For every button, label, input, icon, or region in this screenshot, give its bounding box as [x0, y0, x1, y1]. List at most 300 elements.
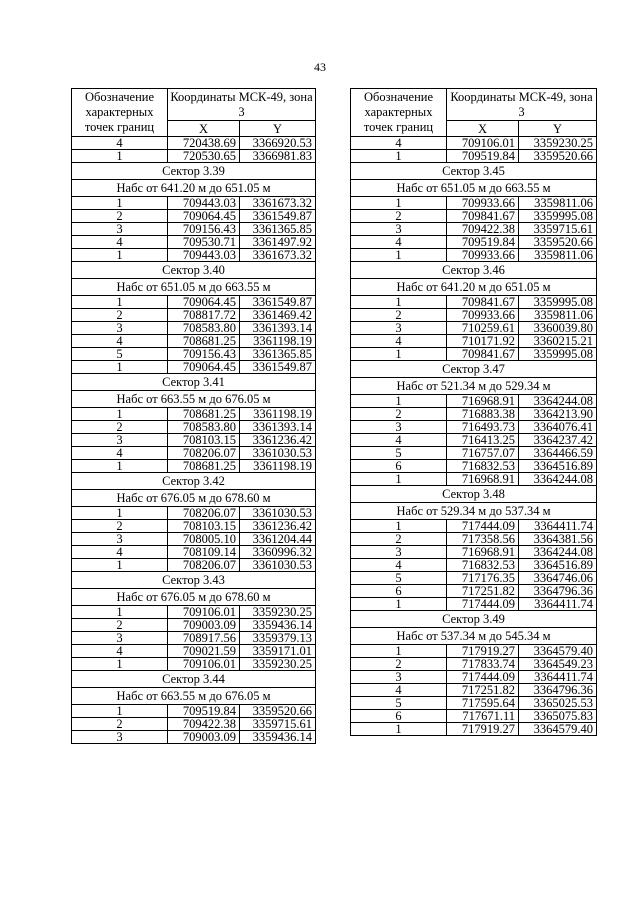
- table-row: [351, 723, 597, 736]
- y-coordinate-cell: 3359715.61: [240, 718, 316, 731]
- table-row: [72, 718, 316, 731]
- x-coordinate-cell: 709064.45: [168, 361, 240, 374]
- x-coordinate-cell: 709003.09: [168, 619, 240, 632]
- y-coordinate-cell: 3361365.85: [240, 348, 316, 361]
- x-coordinate-cell: 709933.66: [447, 197, 519, 210]
- x-coordinate-cell: 717444.09: [447, 671, 519, 684]
- point-number-cell: 1: [72, 559, 168, 572]
- y-coordinate-cell: 3364746.06: [519, 572, 597, 585]
- x-coordinate-cell: 708681.25: [168, 335, 240, 348]
- sector-range: Набс от 529.34 м до 537.34 м: [351, 503, 597, 520]
- point-number-cell: 1: [72, 249, 168, 262]
- x-coordinate-cell: 709156.43: [168, 223, 240, 236]
- point-number-cell: 1: [72, 408, 168, 421]
- x-coordinate-cell: 709106.01: [168, 606, 240, 619]
- point-number-cell: 2: [72, 718, 168, 731]
- y-coordinate-cell: 3365075.83: [519, 710, 597, 723]
- point-number-cell: 1: [351, 723, 447, 736]
- point-number-cell: 4: [72, 447, 168, 460]
- y-coordinate-cell: 3361030.53: [240, 447, 316, 460]
- table-row: [72, 434, 316, 447]
- table-row: [72, 210, 316, 223]
- table-row: [72, 705, 316, 718]
- x-coordinate-cell: 709021.59: [168, 645, 240, 658]
- table-row: [72, 309, 316, 322]
- x-coordinate-cell: 717595.64: [447, 697, 519, 710]
- sector-title: Сектор 3.40: [72, 262, 316, 279]
- x-coordinate-cell: 716883.38: [447, 408, 519, 421]
- table-row: [351, 249, 597, 262]
- sector-range-row: [351, 628, 597, 645]
- sector-title-row: [351, 163, 597, 180]
- table-row: [351, 520, 597, 533]
- sector-range-row: [72, 180, 316, 197]
- page-number: 43: [314, 60, 326, 74]
- y-coordinate-cell: 3359995.08: [519, 210, 597, 223]
- table-row: [72, 322, 316, 335]
- point-number-cell: 4: [72, 236, 168, 249]
- point-number-cell: 1: [351, 645, 447, 658]
- table-row: [72, 249, 316, 262]
- sector-title-row: [72, 163, 316, 180]
- table-row: [72, 335, 316, 348]
- sector-title-row: [351, 486, 597, 503]
- x-coordinate-cell: 708206.07: [168, 447, 240, 460]
- point-number-cell: 4: [351, 559, 447, 572]
- table-row: [351, 395, 597, 408]
- y-coordinate-cell: 3359520.66: [240, 705, 316, 718]
- table-row: [351, 296, 597, 309]
- x-coordinate-cell: 709841.67: [447, 210, 519, 223]
- y-coordinate-cell: 3361497.92: [240, 236, 316, 249]
- sector-title: Сектор 3.43: [72, 572, 316, 589]
- table-row: [72, 658, 316, 671]
- y-coordinate-cell: 3364244.08: [519, 395, 597, 408]
- x-coordinate-cell: 716493.73: [447, 421, 519, 434]
- point-number-cell: 3: [72, 731, 168, 744]
- point-number-cell: 3: [351, 223, 447, 236]
- table-row: [351, 348, 597, 361]
- x-coordinate-cell: 709064.45: [168, 296, 240, 309]
- sector-range: Набс от 641.20 м до 651.05 м: [72, 180, 316, 197]
- y-coordinate-cell: 3359436.14: [240, 619, 316, 632]
- x-coordinate-cell: 708583.80: [168, 322, 240, 335]
- sector-title-row: [72, 374, 316, 391]
- point-number-cell: 2: [72, 421, 168, 434]
- point-number-cell: 2: [72, 619, 168, 632]
- x-coordinate-cell: 716968.91: [447, 473, 519, 486]
- y-coordinate-cell: 3359811.06: [519, 197, 597, 210]
- y-coordinate-cell: 3360996.32: [240, 546, 316, 559]
- y-coordinate-cell: 3360215.21: [519, 335, 597, 348]
- table-row: [72, 632, 316, 645]
- sector-range-row: [72, 589, 316, 606]
- y-coordinate-cell: 3366981.83: [240, 150, 316, 163]
- table-row: [351, 197, 597, 210]
- x-coordinate-cell: 717176.35: [447, 572, 519, 585]
- x-coordinate-cell: 709519.84: [168, 705, 240, 718]
- y-coordinate-cell: 3364411.74: [519, 671, 597, 684]
- sector-title-row: [72, 671, 316, 688]
- x-coordinate-cell: 709841.67: [447, 296, 519, 309]
- y-coordinate-cell: 3366920.53: [240, 137, 316, 150]
- sector-title-row: [72, 473, 316, 490]
- table-row: [351, 137, 597, 150]
- sector-title: Сектор 3.47: [351, 361, 597, 378]
- x-coordinate-cell: 717919.27: [447, 645, 519, 658]
- table-row: [351, 421, 597, 434]
- table-row: [351, 585, 597, 598]
- y-coordinate-cell: 3361198.19: [240, 460, 316, 473]
- x-coordinate-cell: 708005.10: [168, 533, 240, 546]
- table-row: [351, 322, 597, 335]
- point-number-cell: 1: [351, 197, 447, 210]
- table-row: [351, 473, 597, 486]
- y-coordinate-cell: 3364579.40: [519, 723, 597, 736]
- x-coordinate-cell: 708583.80: [168, 421, 240, 434]
- y-coordinate-cell: 3359811.06: [519, 249, 597, 262]
- point-number-cell: 2: [351, 309, 447, 322]
- table-row: [72, 348, 316, 361]
- x-coordinate-cell: 708917.56: [168, 632, 240, 645]
- y-coordinate-cell: 3364237.42: [519, 434, 597, 447]
- table-row: [72, 460, 316, 473]
- sector-title-row: [351, 611, 597, 628]
- point-number-cell: 4: [351, 236, 447, 249]
- y-coordinate-cell: 3359995.08: [519, 296, 597, 309]
- x-coordinate-cell: 709443.03: [168, 197, 240, 210]
- x-coordinate-cell: 717358.56: [447, 533, 519, 546]
- sector-range: Набс от 537.34 м до 545.34 м: [351, 628, 597, 645]
- sector-title: Сектор 3.45: [351, 163, 597, 180]
- table-row: [351, 671, 597, 684]
- table-row: [351, 408, 597, 421]
- x-coordinate-cell: 709841.67: [447, 348, 519, 361]
- y-coordinate-cell: 3361549.87: [240, 210, 316, 223]
- coordinates-table-left: [71, 88, 316, 744]
- x-coordinate-cell: 708206.07: [168, 507, 240, 520]
- x-coordinate-cell: 709064.45: [168, 210, 240, 223]
- point-number-cell: 1: [72, 296, 168, 309]
- sector-title-row: [351, 361, 597, 378]
- point-number-cell: 3: [351, 546, 447, 559]
- table-row: [351, 447, 597, 460]
- y-coordinate-cell: 3364411.74: [519, 598, 597, 611]
- x-coordinate-cell: 717251.82: [447, 684, 519, 697]
- point-number-cell: 2: [351, 210, 447, 223]
- sector-range-row: [72, 391, 316, 408]
- y-coordinate-cell: 3361393.14: [240, 421, 316, 434]
- table-row: [351, 572, 597, 585]
- x-coordinate-cell: 717444.09: [447, 598, 519, 611]
- sector-range-row: [72, 688, 316, 705]
- table-row: [351, 645, 597, 658]
- point-number-cell: 5: [351, 447, 447, 460]
- x-coordinate-cell: 717833.74: [447, 658, 519, 671]
- point-number-cell: 1: [351, 598, 447, 611]
- x-coordinate-cell: 709003.09: [168, 731, 240, 744]
- header-label: Обозначение характерных точек границ: [72, 89, 168, 137]
- sector-range: Набс от 663.55 м до 676.05 м: [72, 688, 316, 705]
- y-coordinate-cell: 3359171.01: [240, 645, 316, 658]
- x-coordinate-cell: 720530.65: [168, 150, 240, 163]
- y-coordinate-cell: 3361549.87: [240, 361, 316, 374]
- x-coordinate-cell: 710171.92: [447, 335, 519, 348]
- x-coordinate-cell: 708206.07: [168, 559, 240, 572]
- point-number-cell: 3: [72, 322, 168, 335]
- table-row: [351, 460, 597, 473]
- sector-title-row: [72, 262, 316, 279]
- x-coordinate-cell: 708109.14: [168, 546, 240, 559]
- point-number-cell: 3: [351, 421, 447, 434]
- sector-title: Сектор 3.44: [72, 671, 316, 688]
- y-coordinate-cell: 3360039.80: [519, 322, 597, 335]
- table-row: [351, 236, 597, 249]
- y-coordinate-cell: 3364796.36: [519, 585, 597, 598]
- x-coordinate-cell: 716968.91: [447, 395, 519, 408]
- x-coordinate-cell: 709530.71: [168, 236, 240, 249]
- x-coordinate-cell: 709106.01: [447, 137, 519, 150]
- x-coordinate-cell: 716413.25: [447, 434, 519, 447]
- y-coordinate-cell: 3361549.87: [240, 296, 316, 309]
- header-y: Y: [240, 121, 316, 137]
- point-number-cell: 1: [72, 460, 168, 473]
- y-coordinate-cell: 3361198.19: [240, 408, 316, 421]
- sector-title: Сектор 3.46: [351, 262, 597, 279]
- sector-title-row: [351, 262, 597, 279]
- sector-range: Набс от 521.34 м до 529.34 м: [351, 378, 597, 395]
- header-coordinates: Координаты МСК-49, зона 3: [447, 89, 597, 121]
- table-row: [351, 150, 597, 163]
- point-number-cell: 3: [72, 632, 168, 645]
- y-coordinate-cell: 3359379.13: [240, 632, 316, 645]
- point-number-cell: 2: [72, 210, 168, 223]
- y-coordinate-cell: 3359520.66: [519, 150, 597, 163]
- point-number-cell: 1: [72, 197, 168, 210]
- point-number-cell: 1: [351, 150, 447, 163]
- sector-range-row: [72, 279, 316, 296]
- table-row: [351, 533, 597, 546]
- y-coordinate-cell: 3361030.53: [240, 507, 316, 520]
- point-number-cell: 1: [351, 348, 447, 361]
- point-number-cell: 1: [351, 395, 447, 408]
- point-number-cell: 2: [351, 408, 447, 421]
- point-number-cell: 1: [72, 507, 168, 520]
- point-number-cell: 5: [351, 572, 447, 585]
- table-row: [351, 559, 597, 572]
- table-row: [72, 421, 316, 434]
- table-row: [351, 684, 597, 697]
- point-number-cell: 3: [351, 322, 447, 335]
- y-coordinate-cell: 3361365.85: [240, 223, 316, 236]
- point-number-cell: 1: [72, 705, 168, 718]
- x-coordinate-cell: 716757.07: [447, 447, 519, 460]
- table-row: [72, 606, 316, 619]
- point-number-cell: 2: [72, 520, 168, 533]
- x-coordinate-cell: 709933.66: [447, 309, 519, 322]
- y-coordinate-cell: 3359230.25: [240, 658, 316, 671]
- x-coordinate-cell: 708103.15: [168, 434, 240, 447]
- sector-range: Набс от 651.05 м до 663.55 м: [72, 279, 316, 296]
- y-coordinate-cell: 3361204.44: [240, 533, 316, 546]
- coordinates-table-right: [350, 88, 597, 736]
- y-coordinate-cell: 3364579.40: [519, 645, 597, 658]
- y-coordinate-cell: 3359715.61: [519, 223, 597, 236]
- point-number-cell: 4: [351, 684, 447, 697]
- x-coordinate-cell: 717671.11: [447, 710, 519, 723]
- sector-range-row: [351, 378, 597, 395]
- x-coordinate-cell: 710259.61: [447, 322, 519, 335]
- point-number-cell: 1: [351, 296, 447, 309]
- sector-range: Набс от 641.20 м до 651.05 м: [351, 279, 597, 296]
- x-coordinate-cell: 709156.43: [168, 348, 240, 361]
- table-row: [72, 150, 316, 163]
- table-row: [351, 335, 597, 348]
- x-coordinate-cell: 709519.84: [447, 236, 519, 249]
- table-row: [351, 697, 597, 710]
- point-number-cell: 4: [72, 546, 168, 559]
- x-coordinate-cell: 716832.53: [447, 559, 519, 572]
- point-number-cell: 4: [351, 137, 447, 150]
- point-number-cell: 3: [351, 671, 447, 684]
- point-number-cell: 1: [72, 606, 168, 619]
- table-row: [72, 731, 316, 744]
- y-coordinate-cell: 3359811.06: [519, 309, 597, 322]
- point-number-cell: 3: [72, 533, 168, 546]
- point-number-cell: 1: [72, 658, 168, 671]
- table-row: [72, 447, 316, 460]
- x-coordinate-cell: 717919.27: [447, 723, 519, 736]
- x-coordinate-cell: 717251.82: [447, 585, 519, 598]
- point-number-cell: 1: [72, 361, 168, 374]
- x-coordinate-cell: 708681.25: [168, 460, 240, 473]
- y-coordinate-cell: 3364381.56: [519, 533, 597, 546]
- table-row: [351, 434, 597, 447]
- table-row: [72, 408, 316, 421]
- point-number-cell: 5: [351, 697, 447, 710]
- point-number-cell: 2: [351, 533, 447, 546]
- x-coordinate-cell: 716832.53: [447, 460, 519, 473]
- table-row: [72, 361, 316, 374]
- y-coordinate-cell: 3364411.74: [519, 520, 597, 533]
- sector-range-row: [351, 279, 597, 296]
- y-coordinate-cell: 3364076.41: [519, 421, 597, 434]
- table-row: [351, 598, 597, 611]
- y-coordinate-cell: 3361236.42: [240, 520, 316, 533]
- sector-title: Сектор 3.42: [72, 473, 316, 490]
- table-row: [351, 710, 597, 723]
- x-coordinate-cell: 709443.03: [168, 249, 240, 262]
- table-row: [72, 197, 316, 210]
- point-number-cell: 4: [351, 335, 447, 348]
- table-row: [72, 507, 316, 520]
- table-row: [351, 546, 597, 559]
- point-number-cell: 6: [351, 460, 447, 473]
- sector-range-row: [72, 490, 316, 507]
- header-x: X: [168, 121, 240, 137]
- point-number-cell: 1: [351, 473, 447, 486]
- table-row: [72, 533, 316, 546]
- point-number-cell: 1: [72, 150, 168, 163]
- table-row: [72, 559, 316, 572]
- header-x: X: [447, 121, 519, 137]
- point-number-cell: 6: [351, 710, 447, 723]
- sector-range: Набс от 676.05 м до 678.60 м: [72, 490, 316, 507]
- sector-range: Набс от 676.05 м до 678.60 м: [72, 589, 316, 606]
- sector-range: Набс от 663.55 м до 676.05 м: [72, 391, 316, 408]
- table-row: [351, 223, 597, 236]
- point-number-cell: 6: [351, 585, 447, 598]
- point-number-cell: 4: [72, 137, 168, 150]
- x-coordinate-cell: 709519.84: [447, 150, 519, 163]
- y-coordinate-cell: 3361198.19: [240, 335, 316, 348]
- sector-title: Сектор 3.39: [72, 163, 316, 180]
- x-coordinate-cell: 720438.69: [168, 137, 240, 150]
- point-number-cell: 2: [72, 309, 168, 322]
- sector-range: Набс от 651.05 м до 663.55 м: [351, 180, 597, 197]
- point-number-cell: 2: [351, 658, 447, 671]
- sector-range-row: [351, 180, 597, 197]
- table-row: [72, 645, 316, 658]
- y-coordinate-cell: 3359230.25: [240, 606, 316, 619]
- x-coordinate-cell: 709933.66: [447, 249, 519, 262]
- y-coordinate-cell: 3364244.08: [519, 546, 597, 559]
- y-coordinate-cell: 3361673.32: [240, 249, 316, 262]
- point-number-cell: 4: [72, 335, 168, 348]
- y-coordinate-cell: 3364516.89: [519, 559, 597, 572]
- y-coordinate-cell: 3364244.08: [519, 473, 597, 486]
- x-coordinate-cell: 716968.91: [447, 546, 519, 559]
- sector-title: Сектор 3.48: [351, 486, 597, 503]
- sector-title: Сектор 3.49: [351, 611, 597, 628]
- x-coordinate-cell: 709422.38: [168, 718, 240, 731]
- table-row: [72, 520, 316, 533]
- header-coordinates: Координаты МСК-49, зона 3: [168, 89, 316, 121]
- table-row: [351, 658, 597, 671]
- point-number-cell: 3: [72, 434, 168, 447]
- sector-title-row: [72, 572, 316, 589]
- y-coordinate-cell: 3364213.90: [519, 408, 597, 421]
- point-number-cell: 1: [351, 249, 447, 262]
- y-coordinate-cell: 3359995.08: [519, 348, 597, 361]
- table-row: [351, 309, 597, 322]
- y-coordinate-cell: 3359230.25: [519, 137, 597, 150]
- table-row: [72, 236, 316, 249]
- header-y: Y: [519, 121, 597, 137]
- y-coordinate-cell: 3359436.14: [240, 731, 316, 744]
- sector-range-row: [351, 503, 597, 520]
- sector-title: Сектор 3.41: [72, 374, 316, 391]
- point-number-cell: 3: [72, 223, 168, 236]
- y-coordinate-cell: 3364549.23: [519, 658, 597, 671]
- table-row: [351, 210, 597, 223]
- y-coordinate-cell: 3364516.89: [519, 460, 597, 473]
- point-number-cell: 1: [351, 520, 447, 533]
- y-coordinate-cell: 3364466.59: [519, 447, 597, 460]
- y-coordinate-cell: 3361469.42: [240, 309, 316, 322]
- y-coordinate-cell: 3361030.53: [240, 559, 316, 572]
- table-row: [72, 223, 316, 236]
- y-coordinate-cell: 3365025.53: [519, 697, 597, 710]
- x-coordinate-cell: 708103.15: [168, 520, 240, 533]
- y-coordinate-cell: 3364796.36: [519, 684, 597, 697]
- y-coordinate-cell: 3361393.14: [240, 322, 316, 335]
- table-row: [72, 296, 316, 309]
- y-coordinate-cell: 3361673.32: [240, 197, 316, 210]
- x-coordinate-cell: 708681.25: [168, 408, 240, 421]
- y-coordinate-cell: 3361236.42: [240, 434, 316, 447]
- point-number-cell: 5: [72, 348, 168, 361]
